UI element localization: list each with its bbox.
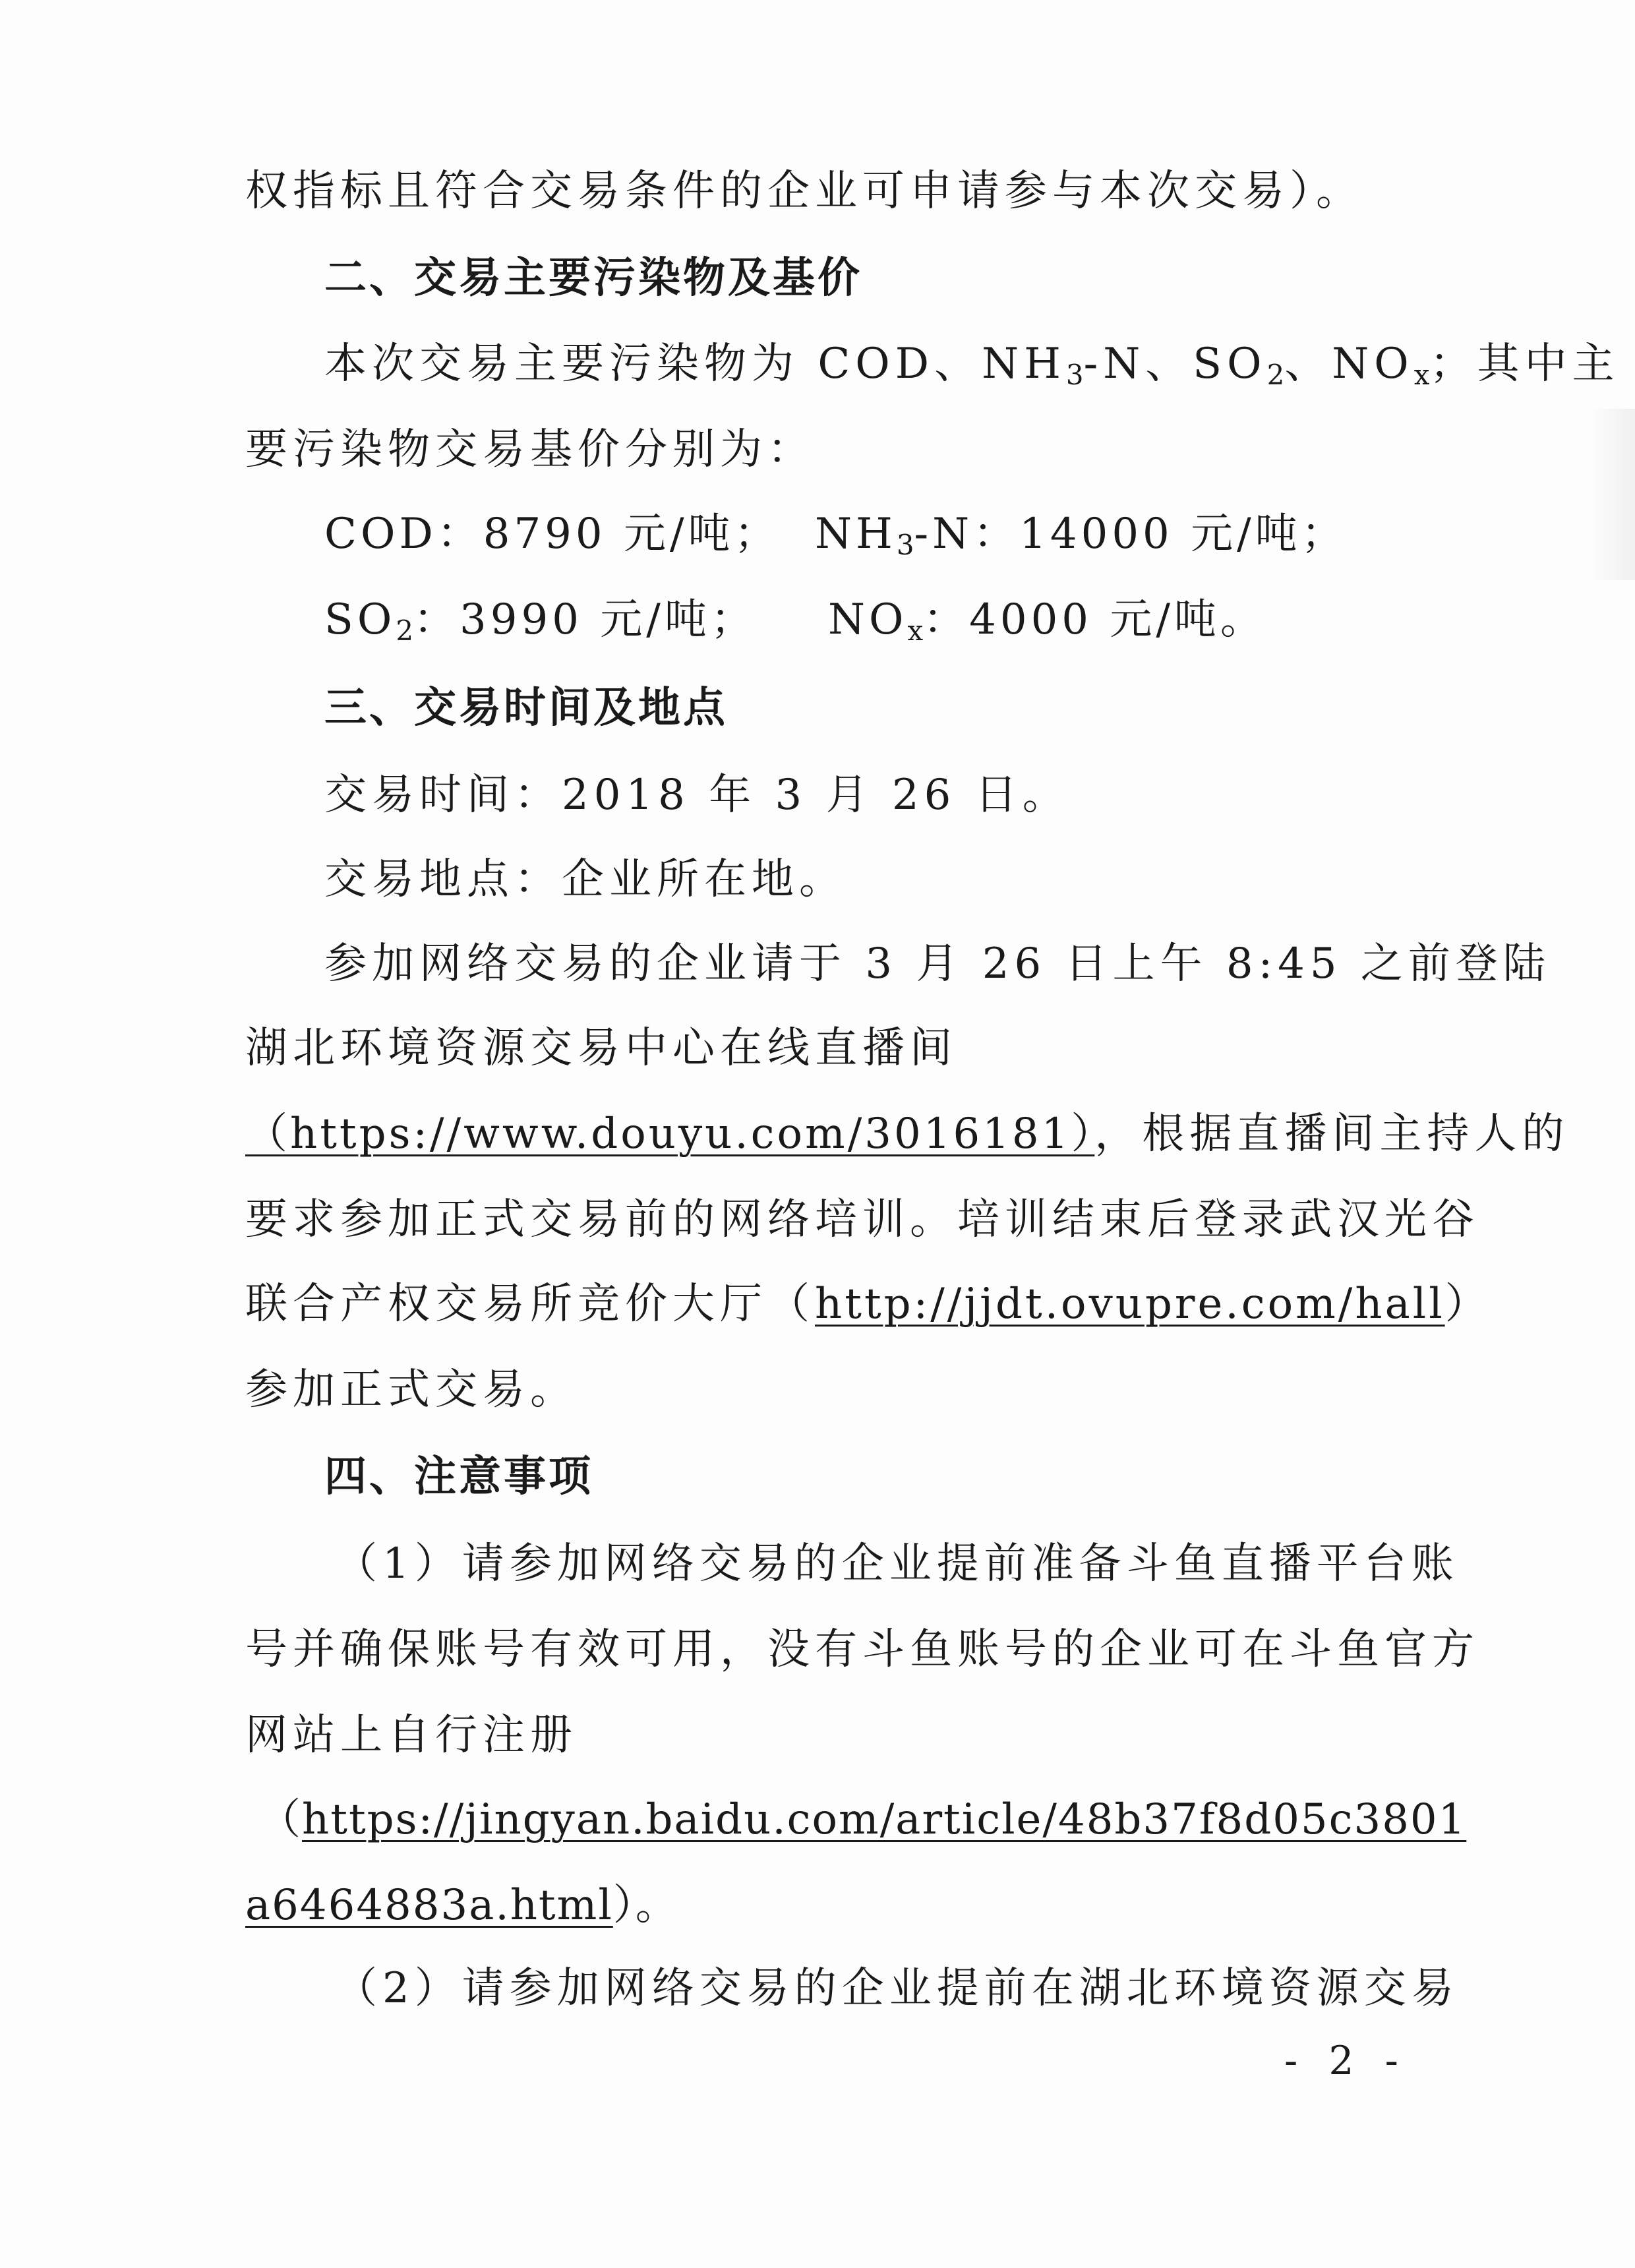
section2-heading: 二、交易主要污染物及基价 bbox=[324, 254, 862, 303]
scan-edge-shadow bbox=[1589, 409, 1635, 580]
douyu-register-guide-link-part1[interactable]: https://jingyan.baidu.com/article/48b37f8d05c3801 bbox=[302, 1795, 1467, 1844]
section3-heading: 三、交易时间及地点 bbox=[324, 684, 728, 732]
price-cod: COD：8790 元/吨； bbox=[324, 510, 781, 558]
item1-url-line2: a6464883a.html）。 bbox=[245, 1881, 679, 1930]
page-number: - 2 - bbox=[1284, 2038, 1408, 2084]
section2-line1: 本次交易主要污染物为 COD、$NH_3-N$、$SO_2$、$NO_x$；其中主 bbox=[324, 340, 1620, 391]
item1-line3: 网站上自行注册 bbox=[245, 1711, 578, 1760]
trade-time: 交易时间：2018 年 3 月 26 日。 bbox=[324, 771, 1070, 820]
item1-line1: （1）请参加网络交易的企业提前准备斗鱼直播平台账 bbox=[335, 1539, 1459, 1588]
trade-place: 交易地点：企业所在地。 bbox=[324, 855, 847, 904]
section3-para-line6: 参加正式交易。 bbox=[245, 1365, 578, 1414]
section4-heading: 四、注意事项 bbox=[324, 1452, 593, 1501]
item1-line2: 号并确保账号有效可用，没有斗鱼账号的企业可在斗鱼官方 bbox=[245, 1625, 1479, 1674]
section3-para-line3: （https://www.douyu.com/3016181），根据直播间主持人的 bbox=[245, 1110, 1570, 1158]
section3-para-line5: 联合产权交易所竞价大厅（http://jjdt.ovupre.com/hall） bbox=[245, 1280, 1493, 1328]
section3-para-line4: 要求参加正式交易前的网络培训。培训结束后登录武汉光谷 bbox=[245, 1195, 1479, 1244]
section2-line2: 要污染物交易基价分别为： bbox=[245, 425, 815, 474]
price-nh3n: $NH_3-N$：14000 元/吨； bbox=[815, 510, 1348, 561]
bidding-hall-link[interactable]: http://jjdt.ovupre.com/hall bbox=[815, 1280, 1445, 1328]
douyu-live-link[interactable]: （https://www.douyu.com/3016181） bbox=[245, 1110, 1095, 1158]
price-so2: $SO_2$：3990 元/吨； bbox=[324, 595, 757, 647]
intro-tail-line: 权指标且符合交易条件的企业可申请参与本次交易）。 bbox=[245, 167, 1363, 216]
douyu-register-guide-link-part2[interactable]: a6464883a.html bbox=[245, 1881, 613, 1930]
price-nox: $NO_x$：4000 元/吨。 bbox=[828, 595, 1266, 647]
item1-url-line1: （https://jingyan.baidu.com/article/48b37f8d05c3801 bbox=[258, 1795, 1467, 1844]
section3-para-line1: 参加网络交易的企业请于 3 月 26 日上午 8:45 之前登陆 bbox=[324, 940, 1551, 988]
item2-line1: （2）请参加网络交易的企业提前在湖北环境资源交易 bbox=[335, 1964, 1459, 2013]
section3-para-line2: 湖北环境资源交易中心在线直播间 bbox=[245, 1024, 957, 1073]
